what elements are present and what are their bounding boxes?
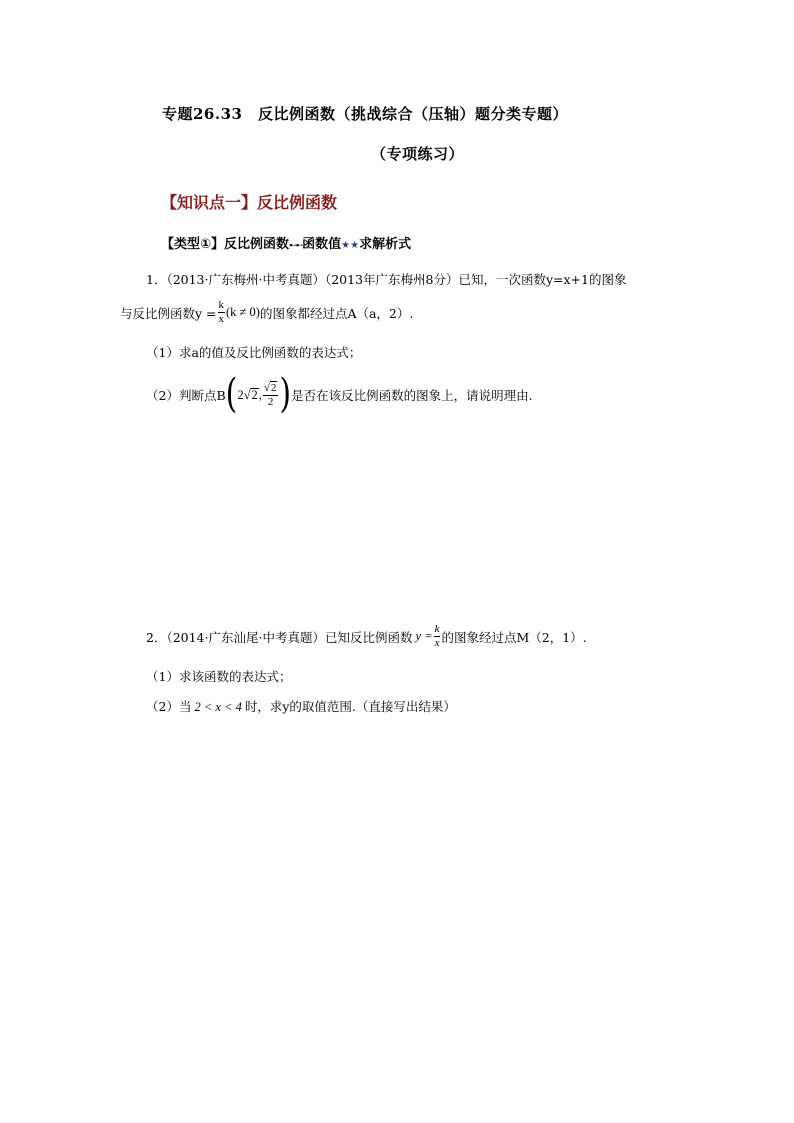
type-heading-prefix: 【类型①】反比例函数 [161,237,290,252]
q1-line2 [120,299,413,326]
left-paren: ( [225,370,238,418]
q1-line1: 1．（2013·广东梅州·中考真题）（2013年广东梅州8分）已知，一次函数y=x+1的图象 [146,272,627,287]
q2-eq-lhs: y = [415,629,433,643]
q1-condition: (k ≠ 0) [226,305,260,319]
q2-part2-after: 时，求y的取值范围.（直接写出结果） [244,699,456,714]
q1-fraction [218,299,226,326]
type-heading-middle: 函数值 [302,237,342,252]
q1-coord-y-den: 2 [267,396,274,408]
page-title: 专题26.33 反比例函数（挑战综合（压轴）题分类专题） [162,105,568,123]
q2-frac-num: k [434,623,440,635]
q1-line2-after: 的图象都经过点A（a，2）. [259,305,414,321]
q2-fraction [434,623,441,650]
q2-line1 [146,623,587,650]
q1-part2-after: 是否在该反比例函数的图象上，请说明理由. [291,388,533,403]
q1-frac-den: x [218,313,225,325]
sqrt-radicand: 2 [251,387,258,402]
q1-coord-x: 2√2 [237,387,258,402]
q2-inequality: 2 < x < 4 [194,700,242,714]
section-heading: 【知识点一】反比例函数 [161,193,338,212]
right-paren: ) [279,370,292,418]
q2-line1-after: 的图象经过点M（2，1）. [441,629,587,645]
q1-frac-num: k [218,299,225,311]
q2-line1-before: 2．（2014·广东汕尾·中考真题）已知反比例函数 [146,629,413,645]
q1-coord-y [263,381,279,409]
q2-part2 [146,697,456,715]
star-icon: ★★ [341,240,360,251]
q1-coord-comma: , [258,387,262,402]
arrow-icon: ➸➸ [289,241,303,251]
q1-coord-y-num: √2 [263,382,277,394]
q2-part2-before: （2）当 [146,699,192,714]
q2-part1: （1）求该函数的表达式； [146,669,292,684]
q1-part2-before: （2）判断点B [146,388,226,403]
q1-part2 [146,370,533,418]
type-heading [161,233,411,252]
q2-frac-den: x [434,637,440,649]
q1-line2-before: 与反比例函数y = [120,305,217,321]
type-heading-suffix: 求解析式 [359,237,412,252]
page-subtitle: （专项练习） [371,145,465,163]
q1-part1: （1）求a的值及反比例函数的表达式； [146,345,362,360]
